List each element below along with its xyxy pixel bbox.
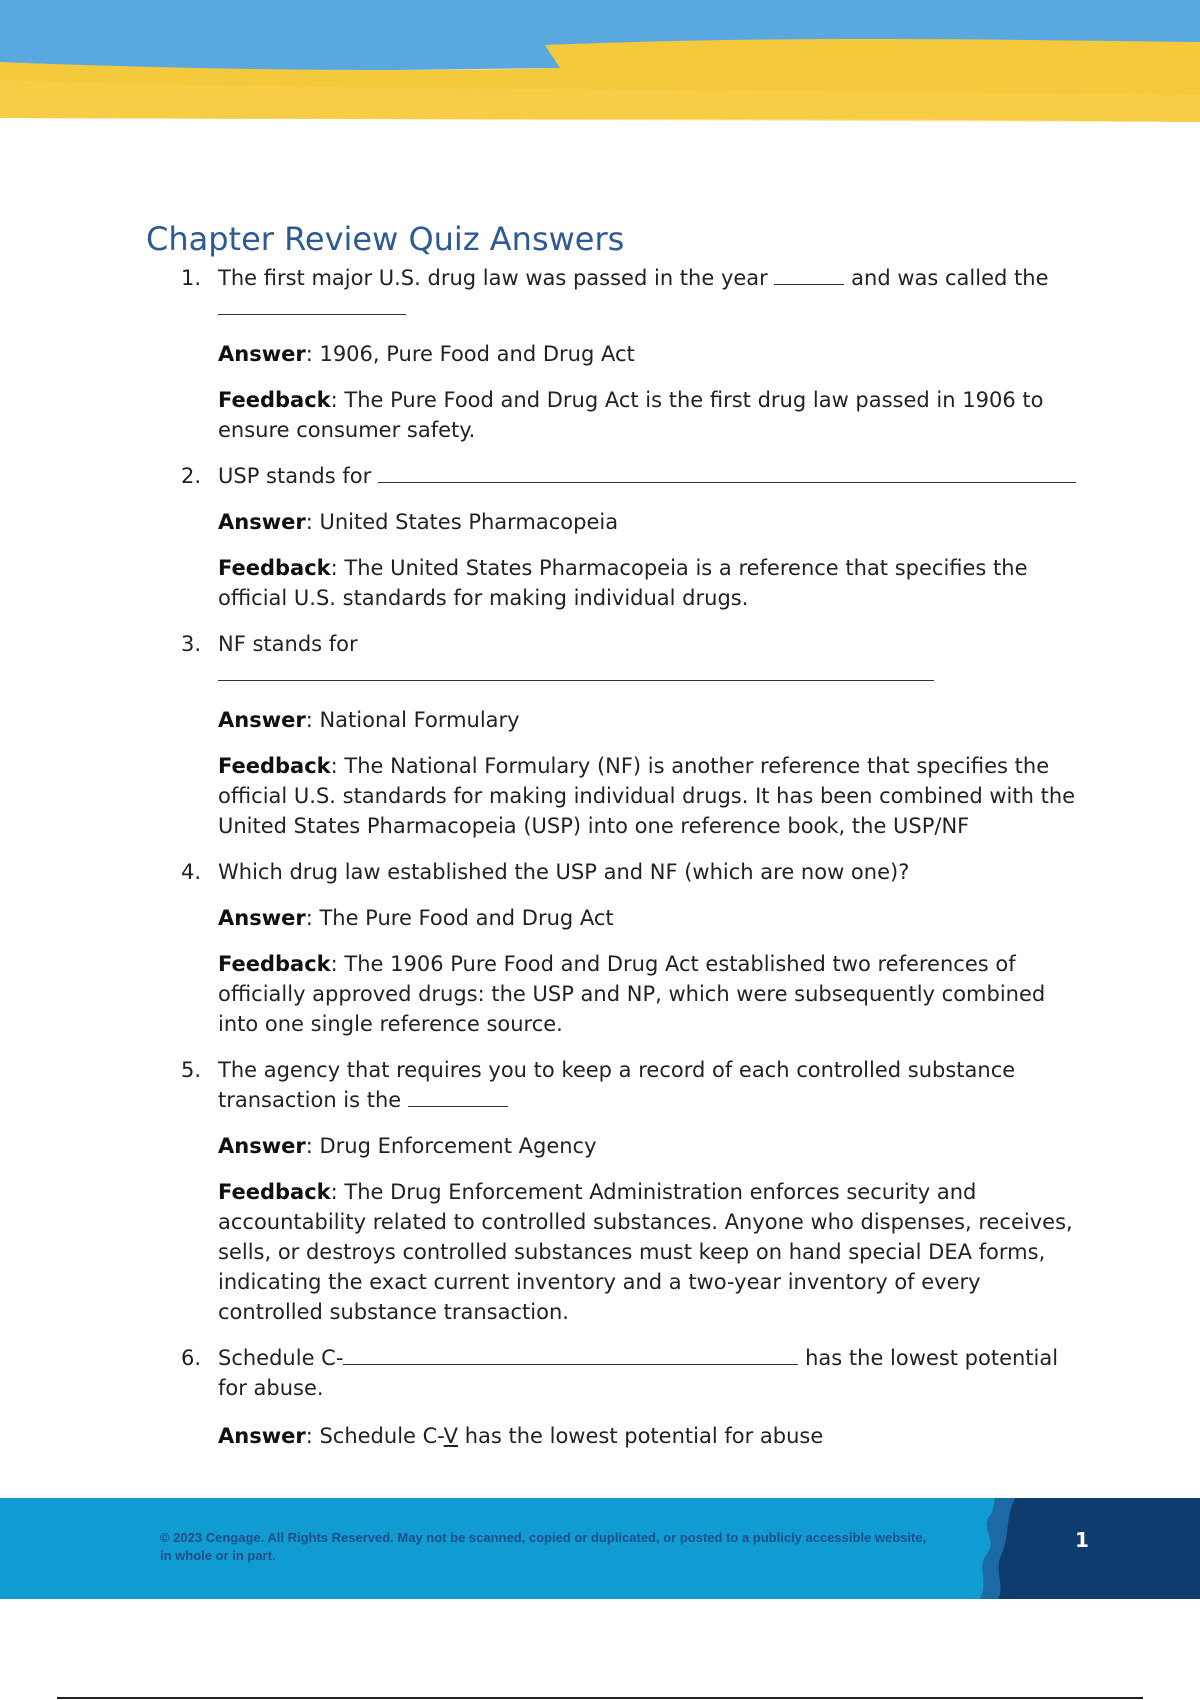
question-5: [0, 1055, 1200, 1327]
answer: Answer: Schedule C-V has the lowest potential for abuse: [218, 1424, 824, 1448]
copyright-text: © 2023 Cengage. All Rights Reserved. May not be scanned, copied or duplicated, or posted to a publicly accessible website, in whole or in part.: [160, 1530, 927, 1563]
question-number: 3.: [181, 632, 202, 656]
question-number: 1.: [181, 266, 202, 290]
feedback: Feedback: The United States Pharmacopeia is a reference that specifies the official U.S. standards for making individual drugs.: [218, 556, 1028, 610]
feedback: Feedback: The National Formulary (NF) is another reference that specifies the official U.S. standards for making individual drugs. It has been combined with the United States Pharmacopeia (USP) into one reference book, the USP/NF: [218, 754, 1076, 838]
banner-graphic: [0, 0, 1200, 125]
answer: Answer: 1906, Pure Food and Drug Act: [218, 342, 635, 366]
answer-blank: [218, 294, 406, 315]
answer-blank: [378, 462, 1076, 483]
question-text: NF stands for: [218, 629, 1080, 689]
question-list: [0, 263, 1200, 1451]
question-6: [0, 1343, 1200, 1451]
question-text: Which drug law established the USP and NF (which are now one)?: [218, 860, 910, 884]
question-number: 6.: [181, 1346, 202, 1370]
question-text: The first major U.S. drug law was passed in the year and was called the: [218, 266, 1049, 290]
question-3: [0, 629, 1200, 841]
page-content: [0, 215, 1200, 1451]
question-number: 2.: [181, 464, 202, 488]
feedback: Feedback: The Drug Enforcement Administration enforces security and accountability related to controlled substances. Anyone who dispenses, receives, sells, or destroys controlled substances must keep on hand special DEA forms, indicating the exact current inventory and a two-year inventory of every controlled substance transaction.: [218, 1180, 1073, 1324]
answer: Answer: The Pure Food and Drug Act: [218, 906, 614, 930]
answer: Answer: Drug Enforcement Agency: [218, 1134, 597, 1158]
question-number: 4.: [181, 860, 202, 884]
question-2: [0, 461, 1200, 613]
question-text: USP stands for: [218, 461, 1080, 491]
question-1: [0, 263, 1200, 445]
page-number: 1: [1075, 1528, 1089, 1552]
question-number: 5.: [181, 1058, 202, 1082]
answer-blank: [774, 264, 844, 285]
bottom-rule: [57, 1697, 1143, 1699]
answer: Answer: United States Pharmacopeia: [218, 510, 619, 534]
page-title: Chapter Review Quiz Answers: [146, 220, 625, 258]
answer-blank: [408, 1086, 508, 1107]
question-text: Schedule C- has the lowest potential for abuse.: [218, 1346, 1059, 1400]
answer-blank: [218, 660, 934, 681]
question-4: [0, 857, 1200, 1039]
feedback: Feedback: The 1906 Pure Food and Drug Act established two references of officially approved drugs: the USP and NP, which were subsequently combined into one single reference source.: [218, 952, 1046, 1036]
question-text: The agency that requires you to keep a record of each controlled substance transaction is the: [218, 1058, 1016, 1112]
feedback: Feedback: The Pure Food and Drug Act is the first drug law passed in 1906 to ensure consumer safety.: [218, 388, 1044, 442]
footer-bar: [0, 1498, 1200, 1599]
header-banner: [0, 0, 1200, 125]
answer-blank: [343, 1344, 798, 1365]
answer: Answer: National Formulary: [218, 708, 520, 732]
